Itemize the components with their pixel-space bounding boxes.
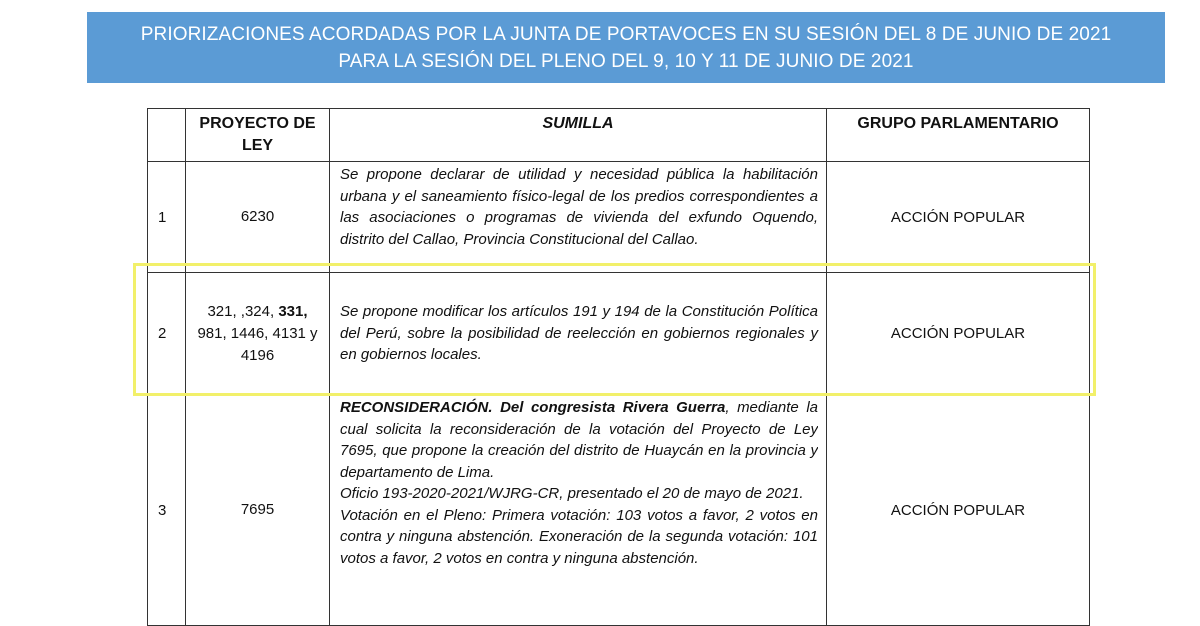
row-proyecto: 7695: [186, 395, 330, 626]
title-banner: [87, 12, 1165, 83]
table-row: [148, 162, 1090, 273]
sumilla-paragraph-2: Oficio 193-2020-2021/WJRG-CR, presentado el 20 de mayo de 2021.: [340, 485, 804, 502]
priority-table: [147, 108, 1090, 626]
row-sumilla-block: [340, 397, 818, 615]
sumilla-paragraph-1: [340, 397, 818, 483]
row-grupo: ACCIÓN POPULAR: [827, 273, 1090, 395]
proyecto-part2: 981, 1446, 4131 y 4196: [197, 324, 318, 364]
row-proyecto: [186, 273, 330, 395]
sumilla-bold: RECONSIDERACIÓN. Del congresista Rivera Guerra: [340, 399, 726, 416]
proyecto-bold: 331,: [278, 302, 308, 320]
table-header-row: [148, 109, 1090, 162]
proyecto-part1: 321, ,324,: [207, 302, 279, 320]
row-sumilla-text: Se propone declarar de utilidad y necesidad pública la habilitación urbana y el saneamiento físico-legal de los predios correspondientes a las asociaciones o programas de vivienda del exfundo Oquendo, distrito del Callao, Provincia Constitucional del Callao.: [340, 166, 818, 248]
table-row: [148, 395, 1090, 626]
sumilla-paragraph-3: Votación en el Pleno: Primera votación: 103 votos a favor, 2 votos en contra y ninguna abstención. Exoneración de la segunda votación: 101 votos a favor, 2 votos en contra y ninguna abstención.: [340, 506, 818, 567]
row-grupo: ACCIÓN POPULAR: [827, 162, 1090, 273]
header-proyecto: PROYECTO DE LEY: [186, 109, 330, 162]
row-sumilla: Se propone modificar los artículos 191 y 194 de la Constitución Política del Perú, sobre la posibilidad de reelección en gobiernos regionales y en gobiernos locales.: [330, 273, 827, 395]
row-sumilla: [330, 162, 827, 273]
header-sumilla: SUMILLA: [330, 109, 827, 162]
title-line-2: PARA LA SESIÓN DEL PLENO DEL 9, 10 Y 11 DE JUNIO DE 2021: [338, 51, 914, 72]
header-grupo: GRUPO PARLAMENTARIO: [827, 109, 1090, 162]
row-proyecto: 6230: [186, 162, 330, 273]
table-row: [148, 273, 1090, 395]
header-number: [148, 109, 186, 162]
row-number: 2: [148, 273, 186, 395]
title-line-1: PRIORIZACIONES ACORDADAS POR LA JUNTA DE PORTAVOCES EN SU SESIÓN DEL 8 DE JUNIO DE 2021: [140, 24, 1112, 45]
row-number: 1: [148, 162, 186, 273]
sumilla-text-1: , mediante la cual solicita la reconsideración de la votación del Proyecto de Ley 7695, que propone la creación del distrito de Huaycán en la provincia y departamento de Lima.: [340, 399, 818, 481]
row-grupo: ACCIÓN POPULAR: [827, 395, 1090, 626]
row-sumilla: [330, 395, 827, 626]
row-number: 3: [148, 395, 186, 626]
